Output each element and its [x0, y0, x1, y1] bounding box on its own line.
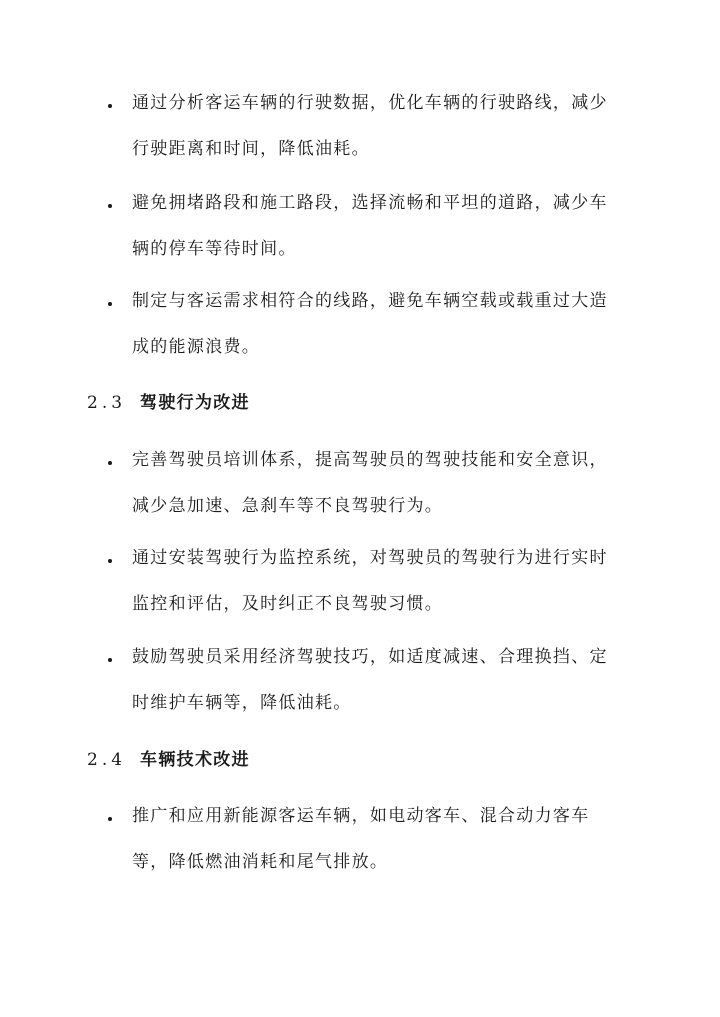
list-item-text: 通过分析客运车辆的行驶数据，优化车辆的行驶路线，减少行驶距离和时间，降低油耗。 — [132, 93, 608, 159]
section-heading-2-3 — [87, 388, 250, 413]
list-item-text: 制定与客运需求相符合的线路，避免车辆空载或载重过大造成的能源浪费。 — [132, 291, 608, 357]
list-item-text: 避免拥堵路段和施工路段，选择流畅和平坦的道路，减少车辆的停车等待时间。 — [132, 193, 608, 259]
section-title: 车辆技术改进 — [140, 750, 250, 770]
section-title: 驾驶行为改进 — [140, 393, 250, 413]
list-item-text: 鼓励驾驶员采用经济驾驶技巧，如适度减速、合理换挡、定时维护车辆等，降低油耗。 — [132, 647, 608, 713]
bullet-icon — [108, 461, 112, 465]
bullet-icon — [108, 302, 112, 306]
list-item-text: 推广和应用新能源客运车辆，如电动客车、混合动力客车等，降低燃油消耗和尾气排放。 — [132, 806, 590, 872]
section-heading-2-4 — [87, 745, 250, 770]
bullet-icon — [108, 658, 112, 662]
section-number: 2.4 — [87, 750, 127, 770]
section-number: 2.3 — [87, 393, 127, 413]
bullet-icon — [108, 204, 112, 208]
bullet-icon — [108, 559, 112, 563]
list-item-text: 完善驾驶员培训体系，提高驾驶员的驾驶技能和安全意识，减少急加速、急刹车等不良驾驶行为。 — [132, 450, 608, 516]
list-item-text: 通过安装驾驶行为监控系统，对驾驶员的驾驶行为进行实时监控和评估，及时纠正不良驾驶习惯。 — [132, 548, 608, 614]
bullet-icon — [108, 104, 112, 108]
bullet-icon — [108, 817, 112, 821]
